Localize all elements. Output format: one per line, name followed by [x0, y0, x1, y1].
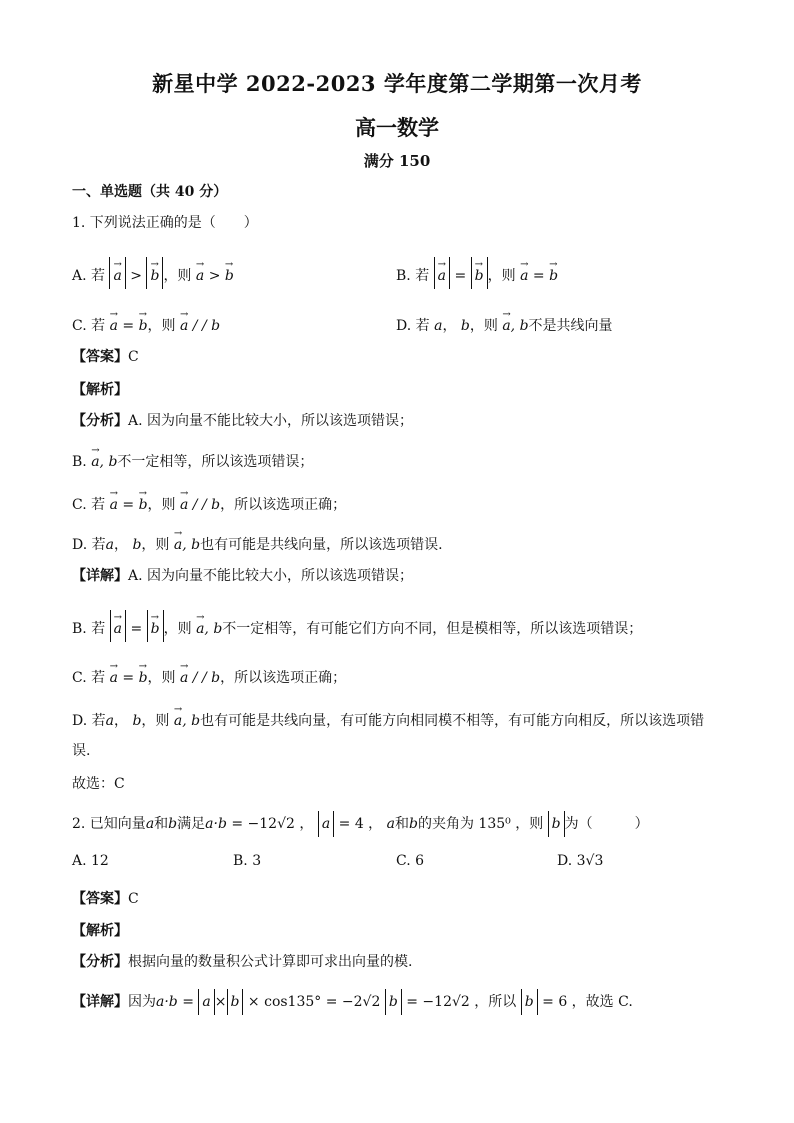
- q2-option-a: A. 12: [72, 853, 109, 869]
- q2-option-b: B. 3: [233, 853, 262, 869]
- q1-option-b: B. 若 → a = → b ，则 → a = → b: [396, 257, 558, 289]
- q1-fx-d: D. 若a， b，则 → a, b也有可能是共线向量，所以该选项错误.: [72, 529, 443, 555]
- q1-option-a: A. 若 → a > → b ，则 → a > → b: [72, 257, 234, 289]
- q1-choose: 故选：C: [72, 776, 125, 792]
- q2-analysis-label: 【解析】: [72, 923, 128, 939]
- q1-xj-b: B. 若 → a = → b ，则 → a, b不一定相等，有可能它们方向不同，但是模相等，所以该选项错误；: [72, 610, 642, 642]
- q1-xj-d: D. 若a， b，则 → a, b也有可能是共线向量，有可能方向相同模不相等，有可能方向相反，所以该选项错: [72, 705, 704, 731]
- full-score: 满分 150: [363, 152, 431, 170]
- section-heading: 一、单选题（共 40 分）: [72, 184, 228, 200]
- exam-title: 新星中学 2022-2023 学年度第二学期第一次月考: [152, 71, 642, 96]
- q1-xj-c: C. 若 → a = → b，则 → a / / b，所以该选项正确；: [72, 662, 346, 688]
- q1-xj-a: 【详解】A. 因为向量不能比较大小，所以该选项错误；: [72, 568, 414, 584]
- q1-fx-b: B. → a, b不一定相等，所以该选项错误；: [72, 446, 313, 472]
- q1-option-d: D. 若 a， b，则 → a, b不是共线向量: [396, 310, 613, 336]
- q1-option-c: C. 若 → a = → b，则 → a / / b: [72, 310, 220, 336]
- q1-fx-c: C. 若 → a = → b，则 → a / / b，所以该选项正确；: [72, 489, 346, 515]
- q2-answer: 【答案】C: [72, 891, 139, 907]
- q2-option-d: D. 3√3: [557, 853, 604, 869]
- q1-analysis-label: 【解析】: [72, 382, 128, 398]
- q2-stem: 2. 已知向量a和b满足a·b = −12√2 ， a = 4 ， a和b的夹角为 135⁰ ，则 b 为（ ）: [72, 811, 649, 837]
- q2-xj: 【详解】因为a·b = a × b × cos135° = −2√2 b = −12√2 ，所以 b = 6 ，故选 C.: [72, 989, 633, 1015]
- subject-title: 高一数学: [355, 115, 439, 140]
- q1-answer: 【答案】C: [72, 349, 139, 365]
- q2-fx: 【分析】根据向量的数量积公式计算即可求出向量的模.: [72, 954, 413, 970]
- q2-option-c: C. 6: [396, 853, 425, 869]
- q1-fx-a: 【分析】A. 因为向量不能比较大小，所以该选项错误；: [72, 413, 414, 429]
- q1-stem: 1. 下列说法正确的是（ ）: [72, 215, 258, 231]
- q1-xj-d-cont: 误.: [72, 743, 91, 759]
